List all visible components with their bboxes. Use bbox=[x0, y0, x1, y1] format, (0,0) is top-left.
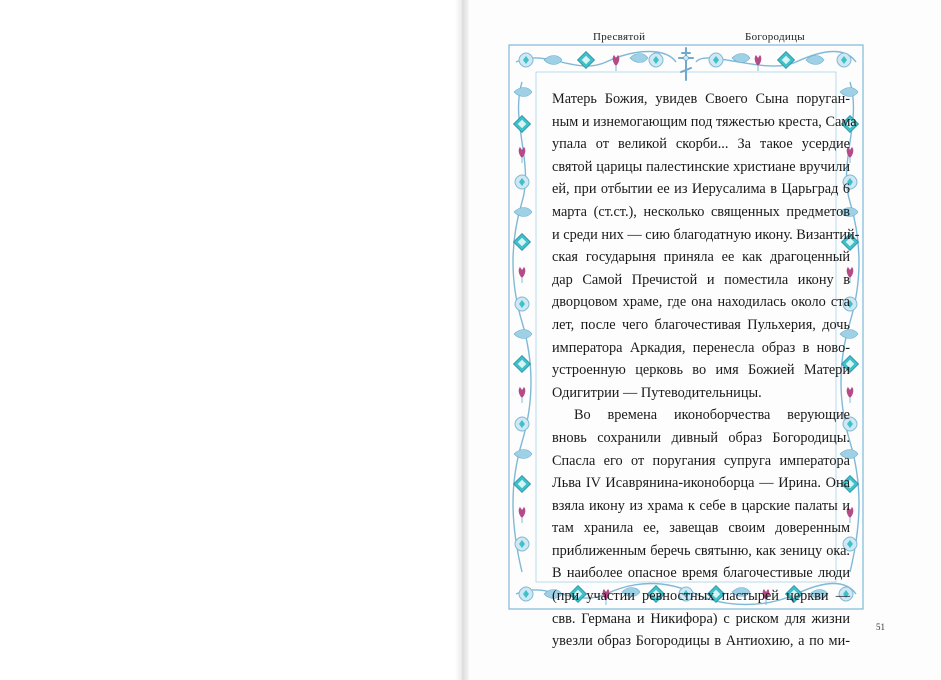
body-text bbox=[552, 88, 860, 653]
left-page bbox=[0, 0, 462, 680]
text-line: увезли образ Богородицы в Антиохию, а по ми- bbox=[552, 633, 850, 650]
text-line: святой царицы палестинские христиане вручили bbox=[552, 158, 850, 175]
book-gutter bbox=[455, 0, 469, 680]
text-line: марта (ст.ст.), несколько священных предметов bbox=[552, 203, 850, 220]
page-number: 51 bbox=[876, 622, 885, 632]
text-line: лет, после чего благочестивая Пульхерия, дочь bbox=[552, 316, 850, 333]
text-line: дар Самой Пречистой и поместила икону в bbox=[552, 271, 850, 288]
running-head-left: Пресвятой bbox=[593, 31, 646, 43]
text-line: устроенную церковь во имя Божией Матери bbox=[552, 362, 850, 379]
text-line: ным и изнемогающим под тяжестью креста, Сама bbox=[552, 113, 857, 130]
text-line: приближенным беречь святыню, как зеницу ока. bbox=[552, 542, 850, 559]
text-line: Одигитрии — Путеводительницы. bbox=[552, 384, 762, 401]
paragraph-2 bbox=[552, 404, 850, 653]
text-line: там хранила ее, завещав своим доверенным bbox=[552, 520, 850, 537]
text-line: и среди них — сию благодатную икону. Византий- bbox=[552, 226, 860, 243]
text-line: упала от великой скорби... За такое усердие bbox=[552, 136, 850, 153]
orthodox-cross-icon bbox=[679, 48, 693, 80]
text-line: Спасла его от поругания супруга императора bbox=[552, 452, 850, 469]
text-line: императора Аркадия, перенесла образ в ново- bbox=[552, 339, 850, 356]
text-line: В наиболее опасное время благочестивые люди bbox=[552, 565, 850, 582]
text-line: дворцовом храме, где она находилась около ста bbox=[552, 294, 850, 311]
text-line: Во времена иконоборчества верующие bbox=[574, 407, 850, 424]
text-line: свв. Германа и Никифора) с риском для жизни bbox=[552, 610, 850, 627]
running-head-right: Богородицы bbox=[745, 31, 805, 43]
text-line: Льва IV Исаврянина-иконоборца — Ирина. Она bbox=[552, 475, 850, 492]
text-line: (при участии ревностных пастырей церкви — bbox=[552, 588, 850, 605]
paragraph-1 bbox=[552, 88, 860, 404]
text-line: взяла икону из храма к себе в царские палаты и bbox=[552, 497, 850, 514]
text-line: Матерь Божия, увидев Своего Сына поруган- bbox=[552, 91, 850, 107]
text-line: ей, при отбытии ее из Иерусалима в Царьград 6 bbox=[552, 181, 850, 198]
text-line: вновь сохранили дивный образ Богородицы. bbox=[552, 429, 850, 446]
text-line: ская государыня приняла ее как драгоценный bbox=[552, 249, 850, 266]
